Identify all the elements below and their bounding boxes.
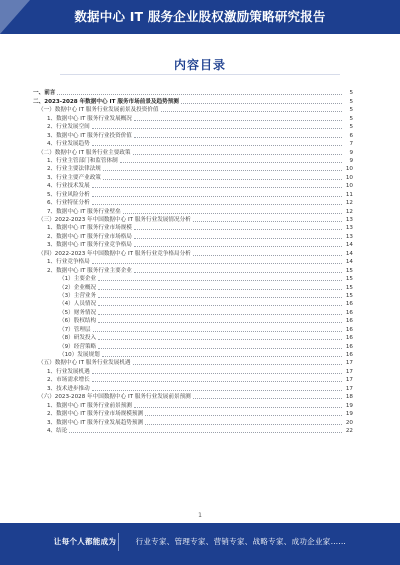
toc-entry[interactable] (33, 392, 353, 400)
toc-entry-page: 14 (345, 250, 353, 257)
footer-brand: 让每个人都能成为 (53, 537, 117, 546)
toc-entry-page: 9 (349, 149, 353, 156)
toc-entry-label: （3）主营业务 (59, 292, 97, 299)
toc-entry-label: 一、前言 (33, 90, 56, 97)
toc-dot-leader (134, 267, 342, 273)
toc-entry-page: 17 (345, 368, 353, 375)
toc-entry[interactable] (33, 122, 353, 130)
toc-entry[interactable] (33, 147, 353, 155)
toc-entry-page: 5 (349, 90, 353, 97)
toc-entry-label: 二、2023-2028 年数据中心 IT 服务市场前景及趋势预测 (33, 98, 179, 105)
toc-dot-leader (98, 309, 342, 315)
toc-entry-page: 16 (345, 326, 353, 333)
toc-entry-page: 5 (349, 115, 353, 122)
toc-entry[interactable] (33, 206, 353, 214)
toc-dot-leader (133, 149, 342, 155)
toc-entry-label: （8）研发投入 (59, 335, 97, 342)
toc-entry[interactable] (33, 96, 353, 104)
toc-entry[interactable] (33, 316, 353, 324)
toc-entry-label: 6、行业特征分析 (47, 200, 90, 207)
toc-entry-label: （9）经营策略 (59, 343, 97, 350)
toc-entry[interactable] (33, 341, 353, 349)
toc-dot-leader (92, 368, 342, 374)
toc-entry[interactable] (33, 307, 353, 315)
toc-dot-leader (57, 89, 342, 95)
toc-entry-page: 10 (345, 166, 353, 173)
toc-dot-leader (193, 250, 342, 256)
toc-entry[interactable] (33, 358, 353, 366)
toc-entry[interactable] (33, 240, 353, 248)
toc-entry-label: 5、行业风险分析 (47, 191, 90, 198)
toc-entry-label: 3、数据中心 IT 服务行业投资价值 (47, 132, 132, 139)
toc-entry-label: 2、行业主要法律法规 (47, 166, 101, 173)
toc-entry-label: （四）2022-2023 年中国数据中心 IT 服务行业竞争格局分析 (38, 250, 191, 257)
toc-dot-leader (98, 292, 342, 298)
toc-entry-page: 16 (345, 318, 353, 325)
toc-entry-label: 3、数据中心 IT 服务行业竞争格局 (47, 242, 132, 249)
toc-entry-page: 10 (345, 183, 353, 190)
toc-dot-leader (133, 359, 342, 365)
toc-dot-leader (92, 140, 342, 146)
toc-dot-leader (93, 326, 342, 332)
toc-entry-page: 14 (345, 259, 353, 266)
toc-entry-label: 3、技术进步推动 (47, 385, 90, 392)
toc-dot-leader (134, 224, 342, 230)
toc-entry-page: 15 (345, 292, 353, 299)
toc-entry-page: 5 (349, 124, 353, 131)
toc-entry[interactable] (33, 223, 353, 231)
toc-entry[interactable] (33, 366, 353, 374)
toc-entry-page: 5 (349, 107, 353, 114)
toc-entry-page: 17 (345, 377, 353, 384)
toc-entry-label: 4、行业技术发展 (47, 183, 90, 190)
toc-entry-page: 15 (345, 276, 353, 283)
title-divider (60, 74, 340, 75)
toc-entry[interactable] (33, 105, 353, 113)
toc-entry-page: 6 (349, 132, 353, 139)
toc-entry-label: 1、数据中心 IT 服务行业发展概况 (47, 115, 132, 122)
toc-dot-leader (92, 191, 342, 197)
toc-entry[interactable] (33, 274, 353, 282)
toc-dot-leader (98, 317, 342, 323)
toc-entry-page: 16 (345, 352, 353, 358)
toc-entry[interactable] (33, 383, 353, 391)
toc-entry[interactable] (33, 409, 353, 417)
toc-entry-page: 12 (345, 208, 353, 215)
toc-entry-page: 17 (345, 385, 353, 392)
toc-entry[interactable] (33, 400, 353, 408)
toc-entry-page: 13 (345, 225, 353, 232)
toc-entry-label: 2、数据中心 IT 服务行业市场规模预测 (47, 411, 144, 418)
toc-entry[interactable] (33, 291, 353, 299)
toc-dot-leader (145, 419, 342, 425)
toc-dot-leader (102, 351, 342, 357)
toc-dot-leader (134, 115, 342, 121)
toc-entry[interactable] (33, 156, 353, 164)
toc-entry[interactable] (33, 139, 353, 147)
toc-entry-page: 13 (345, 233, 353, 240)
toc-dot-leader (92, 182, 342, 188)
toc-entry-label: 1、数据中心 IT 服务行业市场规模 (47, 225, 132, 232)
toc-entry-label: 2、市场需求增长 (47, 377, 90, 384)
toc-entry[interactable] (33, 164, 353, 172)
toc-entry[interactable] (33, 231, 353, 239)
toc-entry-label: 4、行业发展趋势 (47, 141, 90, 148)
toc-entry-label: （1）主要企业 (59, 276, 97, 283)
toc-entry[interactable] (33, 113, 353, 121)
toc-entry-label: （六）2023-2028 年中国数据中心 IT 服务行业发展前景预测 (38, 394, 191, 401)
toc-entry-page: 15 (345, 267, 353, 274)
toc-entry[interactable] (33, 198, 353, 206)
toc-entry-label: 2、数据中心 IT 服务行业市场格局 (47, 233, 132, 240)
toc-entry[interactable] (33, 130, 353, 138)
toc-entry-page: 12 (345, 200, 353, 207)
toc-entry-page: 16 (345, 309, 353, 316)
toc-entry-label: （一）数据中心 IT 服务行业发展前景及投资价值 (38, 107, 159, 114)
toc-entry-label: （6）股权结构 (59, 318, 97, 325)
toc-entry[interactable] (33, 88, 353, 96)
toc-entry[interactable] (33, 417, 353, 425)
toc-entry-page: 16 (345, 343, 353, 350)
toc-dot-leader (103, 165, 342, 171)
toc-entry-page: 16 (345, 335, 353, 342)
toc-entry-label: 1、行业主管部门和监管体制 (47, 157, 118, 164)
toc-entry-label: 7、数据中心 IT 服务行业壁垒 (47, 208, 121, 215)
toc-entry-page: 14 (345, 242, 353, 249)
toc-entry-label: （5）财务情况 (59, 309, 97, 316)
toc-entry[interactable] (33, 257, 353, 265)
toc-entry-page: 15 (345, 284, 353, 291)
toc-entry[interactable] (33, 375, 353, 383)
toc-dot-leader (103, 174, 342, 180)
report-header (0, 0, 400, 34)
toc-entry-page: 13 (345, 217, 353, 223)
toc-dot-leader (193, 216, 342, 222)
footer-tagline: 行业专家、管理专家、营销专家、战略专家、成功企业家…… (135, 537, 347, 546)
toc-entry-label: 2、数据中心 IT 服务行业主要企业 (47, 267, 132, 274)
toc-dot-leader (92, 258, 342, 264)
toc-entry-page: 17 (345, 360, 353, 367)
toc-entry-page: 10 (345, 174, 353, 181)
toc-entry-label: 1、行业竞争格局 (47, 259, 90, 266)
toc-entry-page: 11 (345, 191, 353, 198)
toc-dot-leader (181, 98, 342, 104)
toc-title: 内容目录 (173, 58, 226, 72)
toc-entry-label: （10）发展规划 (59, 352, 100, 358)
footer-text (0, 535, 400, 549)
toc-entry-label: （三）2022-2023 年中国数据中心 IT 服务行业发展情况分析 (38, 217, 191, 223)
toc-entry-page: 22 (345, 427, 353, 434)
report-title: 数据中心 IT 服务企业股权激励策略研究报告 (74, 9, 326, 24)
toc-entry[interactable] (33, 248, 353, 256)
toc-entry-page: 9 (349, 157, 353, 164)
toc-entry[interactable] (33, 282, 353, 290)
toc-entry-page: 5 (349, 98, 353, 105)
toc-dot-leader (98, 300, 342, 306)
toc-dot-leader (92, 123, 342, 129)
toc-dot-leader (134, 233, 342, 239)
table-of-contents (33, 88, 353, 434)
toc-dot-leader (92, 376, 342, 382)
toc-dot-leader (161, 106, 343, 112)
toc-dot-leader (92, 199, 342, 205)
toc-entry[interactable] (33, 181, 353, 189)
toc-dot-leader (98, 334, 342, 340)
toc-dot-leader (98, 343, 342, 349)
toc-entry-label: 1、行业发展机遇 (47, 368, 90, 375)
toc-dot-leader (98, 284, 342, 290)
toc-entry-label: （二）数据中心 IT 服务行业主要政策 (38, 149, 131, 156)
toc-dot-leader (134, 241, 342, 247)
toc-entry[interactable] (33, 172, 353, 180)
toc-entry[interactable] (33, 324, 353, 332)
toc-entry-page: 19 (345, 402, 353, 409)
toc-entry-page: 19 (345, 411, 353, 418)
toc-entry[interactable] (33, 189, 353, 197)
toc-dot-leader (134, 132, 342, 138)
toc-entry-label: 2、行业发展空间 (47, 124, 90, 131)
toc-dot-leader (134, 402, 342, 408)
page-number: 1 (198, 512, 202, 519)
toc-dot-leader (193, 393, 342, 399)
toc-entry-label: （4）人员情况 (59, 301, 97, 308)
toc-entry-label: 3、数据中心 IT 服务行业发展趋势预测 (47, 419, 144, 426)
toc-entry-label: （7）管理层 (59, 326, 91, 333)
toc-dot-leader (145, 410, 342, 416)
toc-entry[interactable] (33, 333, 353, 341)
toc-entry-page: 16 (345, 301, 353, 308)
toc-entry-page: 20 (345, 419, 353, 426)
toc-dot-leader (123, 208, 342, 214)
toc-dot-leader (92, 385, 342, 391)
toc-entry[interactable] (33, 426, 353, 434)
toc-dot-leader (98, 275, 342, 281)
toc-entry[interactable] (33, 299, 353, 307)
toc-dot-leader (120, 157, 342, 163)
toc-entry[interactable] (33, 215, 353, 223)
toc-entry-label: 1、数据中心 IT 服务行业前景预测 (47, 402, 132, 409)
toc-entry[interactable] (33, 350, 353, 358)
toc-entry-page: 7 (349, 141, 353, 148)
toc-dot-leader (69, 427, 342, 433)
toc-entry-page: 18 (345, 394, 353, 401)
toc-entry-label: （五）数据中心 IT 服务行业发展机遇 (38, 360, 131, 367)
toc-entry-label: （2）企业概况 (59, 284, 97, 291)
toc-entry-label: 3、行业主要产业政策 (47, 174, 101, 181)
toc-entry-label: 4、结论 (47, 427, 68, 434)
toc-entry[interactable] (33, 265, 353, 273)
